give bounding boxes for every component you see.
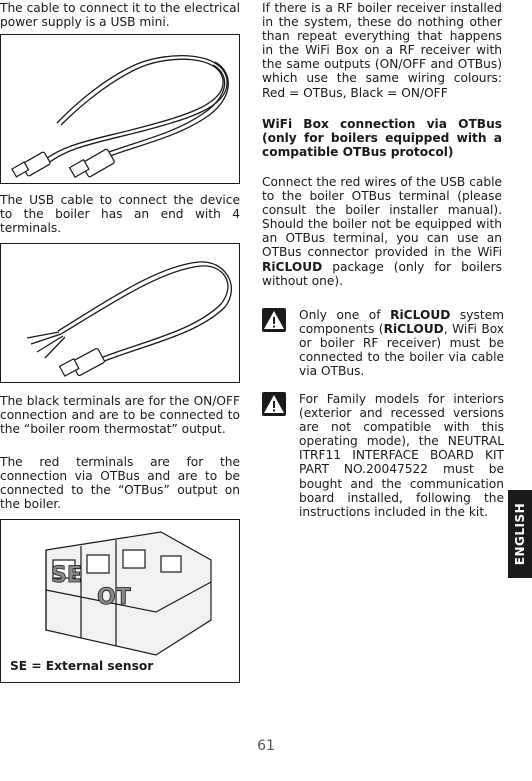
paragraph-usb-mini: The cable to connect it to the electrical power supply is a USB mini. [0, 1, 240, 30]
language-tab-label: ENGLISH [513, 502, 528, 566]
language-tab [508, 490, 532, 578]
paragraph-connect-red-wires [262, 175, 502, 288]
terminal-label-ot: OT [97, 585, 131, 610]
brand-ricloud: RiCLOUD [390, 308, 451, 322]
warning-icon [262, 308, 286, 332]
text-run: package (only for boilers without one). [262, 259, 502, 288]
paragraph-rf-receiver: If there is a RF boiler receiver installed in the system, these do nothing other than repeat everything that happens in the WiFi Box on a RF receiver with the same outputs (ON/OFF and OTBus) which use the same wiring colours: Red = OTBus, Black = ON/OFF [262, 1, 502, 100]
text-run: Only one of [299, 308, 391, 322]
text-run: , WiFi Box or boiler RF receiver) must be connected to the boiler via cable via OTBus. [299, 322, 504, 379]
figure-terminal-block [0, 519, 240, 683]
brand-ricloud: RiCLOUD [262, 259, 323, 274]
figure-caption: SE = External sensor [10, 659, 154, 673]
warning-note-1 [262, 308, 504, 378]
paragraph-usb-terminals: The USB cable to connect the device to the boiler has an end with 4 terminals. [0, 193, 240, 236]
paragraph-black-terminals: The black terminals are for the ON/OFF connection and are to be connected to the “boiler room thermostat” output. [0, 394, 240, 437]
section-heading: WiFi Box connection via OTBus (only for boilers equipped with a compatible OTBus protocol) [262, 117, 502, 160]
figure-usb-cable [0, 34, 240, 184]
paragraph-red-terminals: The red terminals are for the connection via OTBus and are to be connected to the “OTBus” output on the boiler. [0, 455, 240, 512]
page-number: 61 [257, 738, 275, 754]
warning-text-1 [299, 308, 504, 378]
terminal-label-se: SE [51, 563, 82, 588]
usb-cable-terminals-icon [1, 244, 239, 382]
terminal-block-icon [1, 520, 239, 682]
warning-icon [262, 392, 286, 416]
warning-note-2 [262, 392, 504, 519]
text-run: Connect the red wires of the USB cable to the boiler OTBus terminal (please consult the boiler installer manual). Should the boiler not be equipped with an OTBus terminal, you can use an OTBus connector provided in the WiFi [262, 175, 502, 260]
warning-text-2: For Family models for interiors (exterior and recessed versions are not compatible with this operating mode), the NEUTRAL ITRF11 INTERFACE BOARD KIT PART NO.20047522 must be bought and the communication board installed, following the instructions included in the kit. [299, 392, 504, 519]
figure-usb-cable-terminals [0, 243, 240, 383]
brand-ricloud: RiCLOUD [383, 322, 444, 337]
text-run: system components ( [299, 308, 504, 337]
usb-cable-icon [1, 35, 239, 183]
